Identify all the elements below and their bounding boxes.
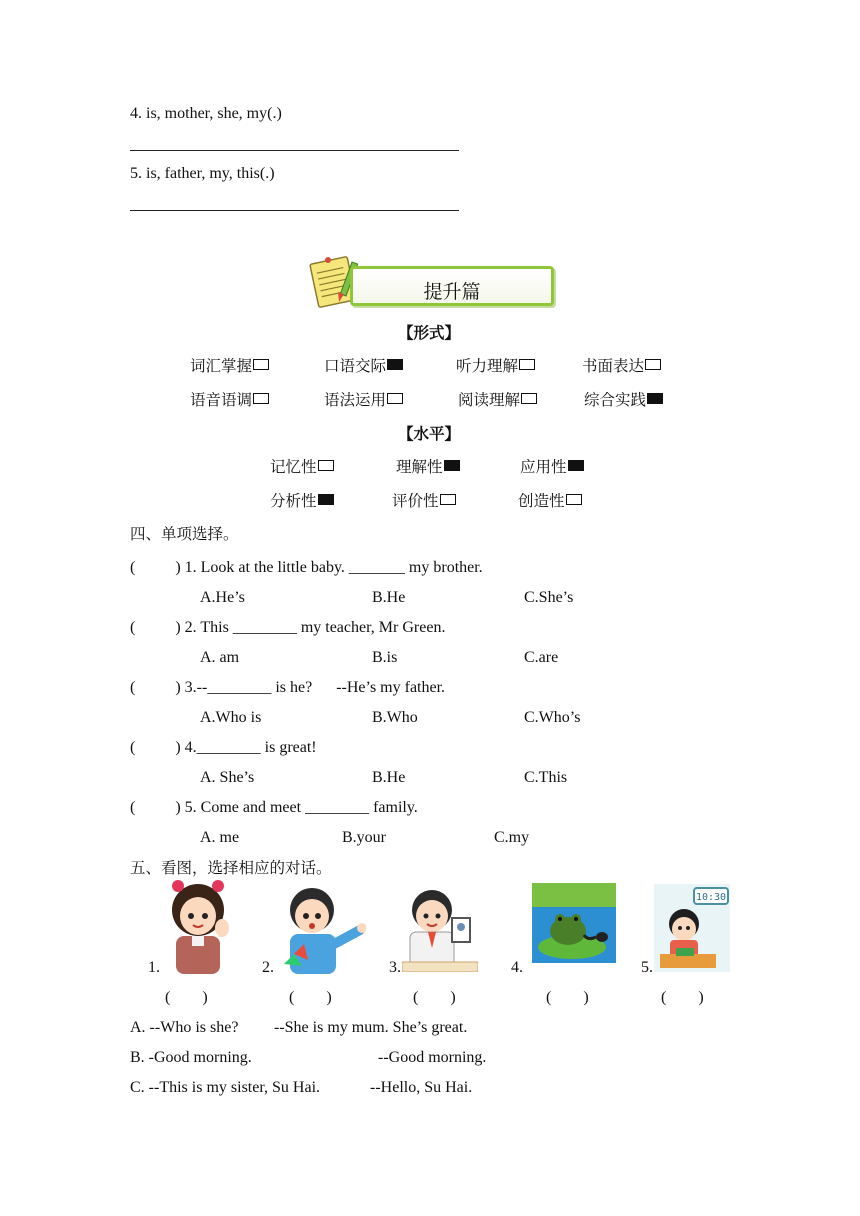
question-1: ( ) 1. Look at the little baby. _______ my brother. bbox=[130, 559, 483, 576]
question-2: ( ) 2. This ________ my teacher, Mr Green. bbox=[130, 619, 446, 636]
option-5a[interactable]: A. me bbox=[200, 829, 240, 846]
clock-time: 10:30 bbox=[695, 892, 727, 903]
answer-blank-1[interactable]: ( ) bbox=[165, 989, 208, 1006]
option-3b[interactable]: B.Who bbox=[372, 709, 418, 726]
section5-title: 五、看图，选择相应的对话。 bbox=[130, 859, 332, 877]
checkbox-checked[interactable] bbox=[318, 494, 334, 505]
option-2a[interactable]: A. am bbox=[200, 649, 240, 666]
checkbox[interactable] bbox=[519, 359, 535, 370]
question-4: ( ) 4.________ is great! bbox=[130, 739, 317, 756]
picture-number-1: 1. bbox=[148, 959, 160, 976]
checkbox[interactable] bbox=[387, 393, 403, 404]
girl-at-desk-clock-icon bbox=[654, 884, 730, 972]
dialogue-b-reply: --Good morning. bbox=[378, 1049, 487, 1066]
section-banner bbox=[306, 252, 556, 312]
form-item: 语法运用 bbox=[324, 390, 403, 410]
level-item: 记忆性 bbox=[270, 457, 334, 477]
picture-number-2: 2. bbox=[262, 959, 274, 976]
checkbox[interactable] bbox=[645, 359, 661, 370]
picture-number-4: 4. bbox=[511, 959, 523, 976]
answer-blank-4[interactable]: ( ) bbox=[546, 989, 589, 1006]
form-item: 词汇掌握 bbox=[190, 356, 269, 376]
checkbox-checked[interactable] bbox=[444, 460, 460, 471]
reorder-prompt-5: 5. is, father, my, this(.) bbox=[130, 165, 275, 182]
form-heading: 【形式】 bbox=[398, 324, 461, 342]
option-1b[interactable]: B.He bbox=[372, 589, 406, 606]
option-3a[interactable]: A.Who is bbox=[200, 709, 262, 726]
level-heading: 【水平】 bbox=[398, 425, 461, 443]
option-5b[interactable]: B.your bbox=[342, 829, 386, 846]
option-2c[interactable]: C.are bbox=[524, 649, 559, 666]
dialogue-a-line: A. --Who is she? bbox=[130, 1019, 239, 1036]
section4-title: 四、单项选择。 bbox=[130, 525, 239, 543]
checkbox[interactable] bbox=[253, 393, 269, 404]
level-item: 理解性 bbox=[396, 457, 460, 477]
level-item: 应用性 bbox=[520, 457, 584, 477]
checkbox-checked[interactable] bbox=[387, 359, 403, 370]
level-item: 评价性 bbox=[392, 491, 456, 511]
checkbox[interactable] bbox=[318, 460, 334, 471]
answer-blank-2[interactable]: ( ) bbox=[289, 989, 332, 1006]
boy-with-photo-icon bbox=[402, 882, 478, 972]
answer-line-4[interactable] bbox=[130, 150, 459, 151]
answer-blank-3[interactable]: ( ) bbox=[413, 989, 456, 1006]
checkbox-checked[interactable] bbox=[647, 393, 663, 404]
form-item: 听力理解 bbox=[456, 356, 535, 376]
level-item: 创造性 bbox=[518, 491, 582, 511]
picture-number-5: 5. bbox=[641, 959, 653, 976]
option-2b[interactable]: B.is bbox=[372, 649, 398, 666]
option-4c[interactable]: C.This bbox=[524, 769, 568, 786]
question-3: ( ) 3.--________ is he? --He’s my father. bbox=[130, 679, 446, 696]
option-4a[interactable]: A. She’s bbox=[200, 769, 255, 786]
checkbox-checked[interactable] bbox=[568, 460, 584, 471]
frog-on-leaf-icon bbox=[532, 883, 616, 963]
form-item: 阅读理解 bbox=[458, 390, 537, 410]
option-1a[interactable]: A.He’s bbox=[200, 589, 245, 606]
banner-title: 提升篇 bbox=[423, 281, 481, 303]
answer-line-5[interactable] bbox=[130, 210, 459, 211]
option-3c[interactable]: C.Who’s bbox=[524, 709, 581, 726]
form-item: 书面表达 bbox=[582, 356, 661, 376]
level-item: 分析性 bbox=[270, 491, 334, 511]
girl-waving-icon bbox=[164, 878, 232, 974]
answer-blank-5[interactable]: ( ) bbox=[661, 989, 704, 1006]
form-item: 口语交际 bbox=[324, 356, 403, 376]
dialogue-b-line: B. -Good morning. bbox=[130, 1049, 252, 1066]
dialogue-c-line: C. --This is my sister, Su Hai. bbox=[130, 1079, 321, 1096]
dialogue-c-reply: --Hello, Su Hai. bbox=[370, 1079, 473, 1096]
picture-number-3: 3. bbox=[389, 959, 401, 976]
checkbox[interactable] bbox=[521, 393, 537, 404]
question-5: ( ) 5. Come and meet ________ family. bbox=[130, 799, 418, 816]
form-item: 语音语调 bbox=[190, 390, 269, 410]
boy-pointing-icon bbox=[280, 880, 366, 974]
dialogue-a-reply: --She is my mum. She’s great. bbox=[274, 1019, 468, 1036]
checkbox[interactable] bbox=[440, 494, 456, 505]
form-item: 综合实践 bbox=[584, 390, 663, 410]
option-5c[interactable]: C.my bbox=[494, 829, 530, 846]
checkbox[interactable] bbox=[566, 494, 582, 505]
reorder-prompt-4: 4. is, mother, she, my(.) bbox=[130, 105, 282, 122]
option-1c[interactable]: C.She’s bbox=[524, 589, 574, 606]
option-4b[interactable]: B.He bbox=[372, 769, 406, 786]
checkbox[interactable] bbox=[253, 359, 269, 370]
